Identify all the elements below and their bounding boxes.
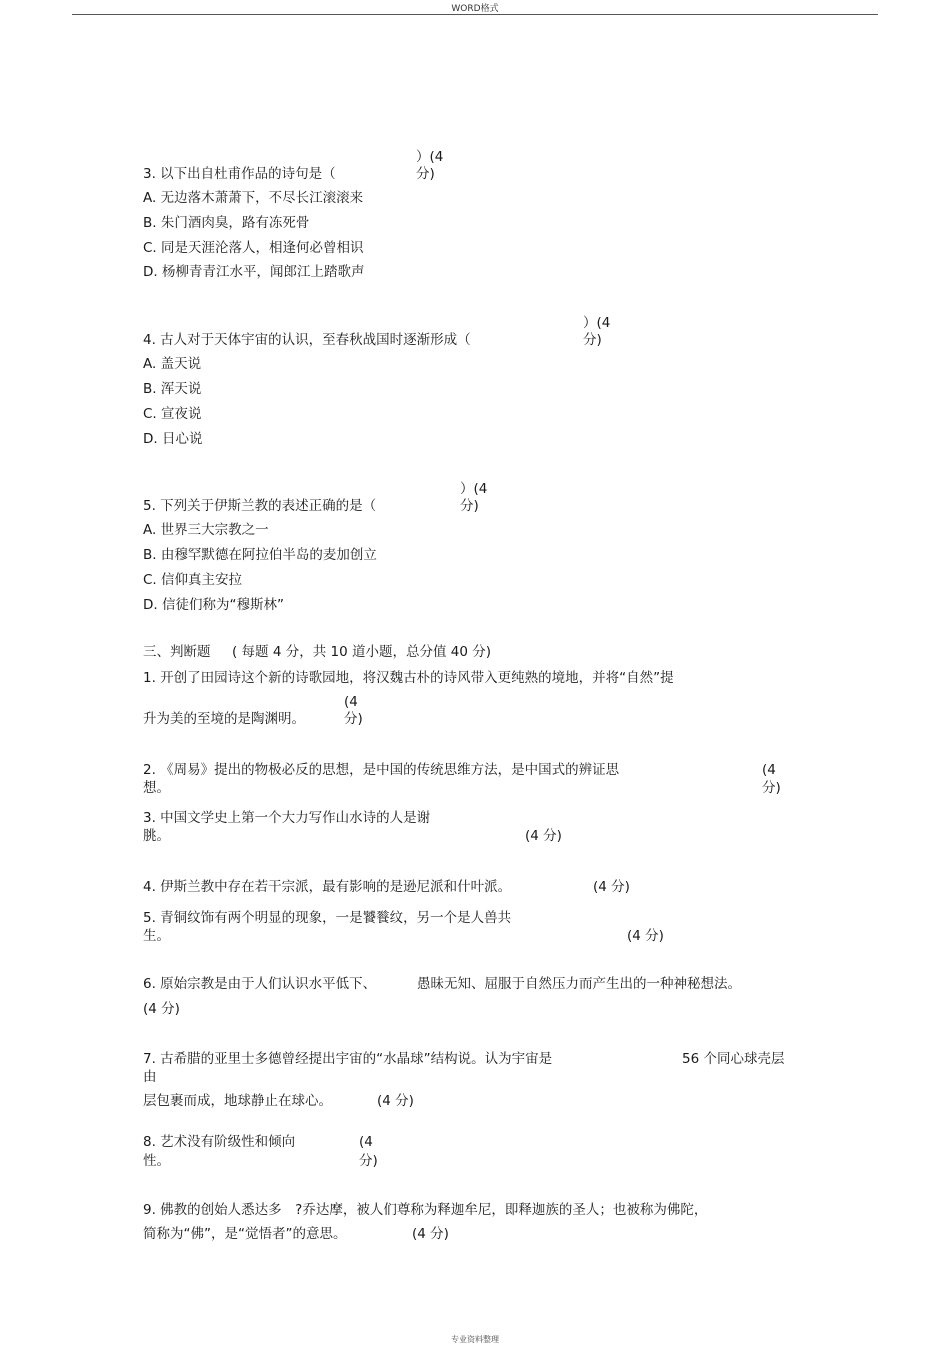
section-heading-note: ( 每题 4 分，共 10 道小题，总分值 40 分) (232, 644, 492, 660)
judgment-7-line2: 层包裹而成，地球静止在球心。 (143, 1093, 332, 1109)
judgment-8-score2: 分) (359, 1153, 378, 1169)
q4-option-b: B. 浑天说 (143, 381, 202, 397)
page-header (0, 0, 950, 16)
section-heading: 三、判断题 (143, 644, 211, 660)
judgment-6-line1b: 愚昧无知、屈服于自然压力而产生出的一种神秘想法。 (417, 976, 741, 992)
judgment-4-line1: 4. 伊斯兰教中存在若干宗派，最有影响的是逊尼派和什叶派。 (143, 879, 512, 895)
q4-stem: 4. 古人对于天体宇宙的认识，至春秋战国时逐渐形成（ (143, 332, 471, 348)
judgment-7-line1a: 7. 古希腊的亚里士多德曾经提出宇宙的“水晶球”结构说。认为宇宙是 (143, 1051, 553, 1067)
q3-option-b: B. 朱门酒肉臭，路有冻死骨 (143, 215, 310, 231)
q5-option-b: B. 由穆罕默德在阿拉伯半岛的麦加创立 (143, 547, 377, 563)
judgment-8-line2: 性。 (143, 1153, 170, 1169)
q5-option-c: C. 信仰真主安拉 (143, 572, 243, 588)
q4-option-d: D. 日心说 (143, 431, 203, 447)
judgment-5-score: (4 分) (627, 928, 664, 944)
judgment-8-score1: (4 (359, 1134, 373, 1150)
q5-score-line2: 分) (460, 498, 479, 514)
judgment-7-line1c: 由 (143, 1069, 157, 1085)
q3-stem: 3. 以下出自杜甫作品的诗句是（ (143, 166, 336, 182)
judgment-3-score: (4 分) (525, 828, 562, 844)
judgment-6-score: (4 分) (143, 1001, 180, 1017)
header-rule (72, 14, 878, 15)
judgment-3-line2: 朓。 (143, 828, 170, 844)
q4-score-line2: 分) (583, 332, 602, 348)
q5-option-d: D. 信徒们称为“穆斯林” (143, 597, 284, 613)
judgment-2-line1: 2. 《周易》提出的物极必反的思想，是中国的传统思维方法，是中国式的辨证思 (143, 762, 620, 778)
q4-score-line1: ）(4 (583, 315, 611, 331)
judgment-2-line2: 想。 (143, 780, 170, 796)
judgment-1-line2: 升为美的至境的是陶渊明。 (143, 711, 305, 727)
judgment-5-line2: 生。 (143, 928, 170, 944)
header-title: WORD格式 (451, 4, 499, 14)
judgment-3-line1: 3. 中国文学史上第一个大力写作山水诗的人是谢 (143, 810, 431, 826)
judgment-1-score1: (4 (344, 694, 358, 710)
q5-option-a: A. 世界三大宗教之一 (143, 522, 269, 538)
judgment-6-line1a: 6. 原始宗教是由于人们认识水平低下、 (143, 976, 377, 992)
q3-score-line1: ）(4 (416, 149, 444, 165)
q5-stem: 5. 下列关于伊斯兰教的表述正确的是（ (143, 498, 377, 514)
judgment-9-score: (4 分) (412, 1226, 449, 1242)
judgment-2-score2: 分) (762, 780, 781, 796)
judgment-1-score2: 分) (344, 711, 363, 727)
q3-option-c: C. 同是天涯沦落人，相逢何必曾相识 (143, 240, 364, 256)
judgment-4-score: (4 分) (593, 879, 630, 895)
judgment-7-score: (4 分) (377, 1093, 414, 1109)
judgment-9-line2: 简称为“佛”，是“觉悟者”的意思。 (143, 1226, 347, 1242)
q4-option-a: A. 盖天说 (143, 356, 202, 372)
q3-option-a: A. 无边落木萧萧下，不尽长江滚滚来 (143, 190, 364, 206)
q4-option-c: C. 宣夜说 (143, 406, 202, 422)
judgment-5-line1: 5. 青铜纹饰有两个明显的现象，一是饕餮纹，另一个是人兽共 (143, 910, 512, 926)
q3-option-d: D. 杨柳青青江水平，闻郎江上踏歌声 (143, 264, 365, 280)
judgment-7-line1b: 56 个同心球壳层 (682, 1051, 785, 1067)
judgment-1-line1: 1. 开创了田园诗这个新的诗歌园地，将汉魏古朴的诗风带入更纯熟的境地，并将“自然”提 (143, 670, 674, 686)
judgment-9-line1: 9. 佛教的创始人悉达多 ?乔达摩，被人们尊称为释迦牟尼，即释迦族的圣人；也被称为佛陀， (143, 1202, 708, 1218)
judgment-2-score1: (4 (762, 762, 776, 778)
q5-score-line1: ）(4 (460, 481, 488, 497)
page-footer: 专业资料整理 (451, 1335, 499, 1344)
q3-score-line2: 分) (416, 166, 435, 182)
judgment-8-line1: 8. 艺术没有阶级性和倾向 (143, 1134, 296, 1150)
